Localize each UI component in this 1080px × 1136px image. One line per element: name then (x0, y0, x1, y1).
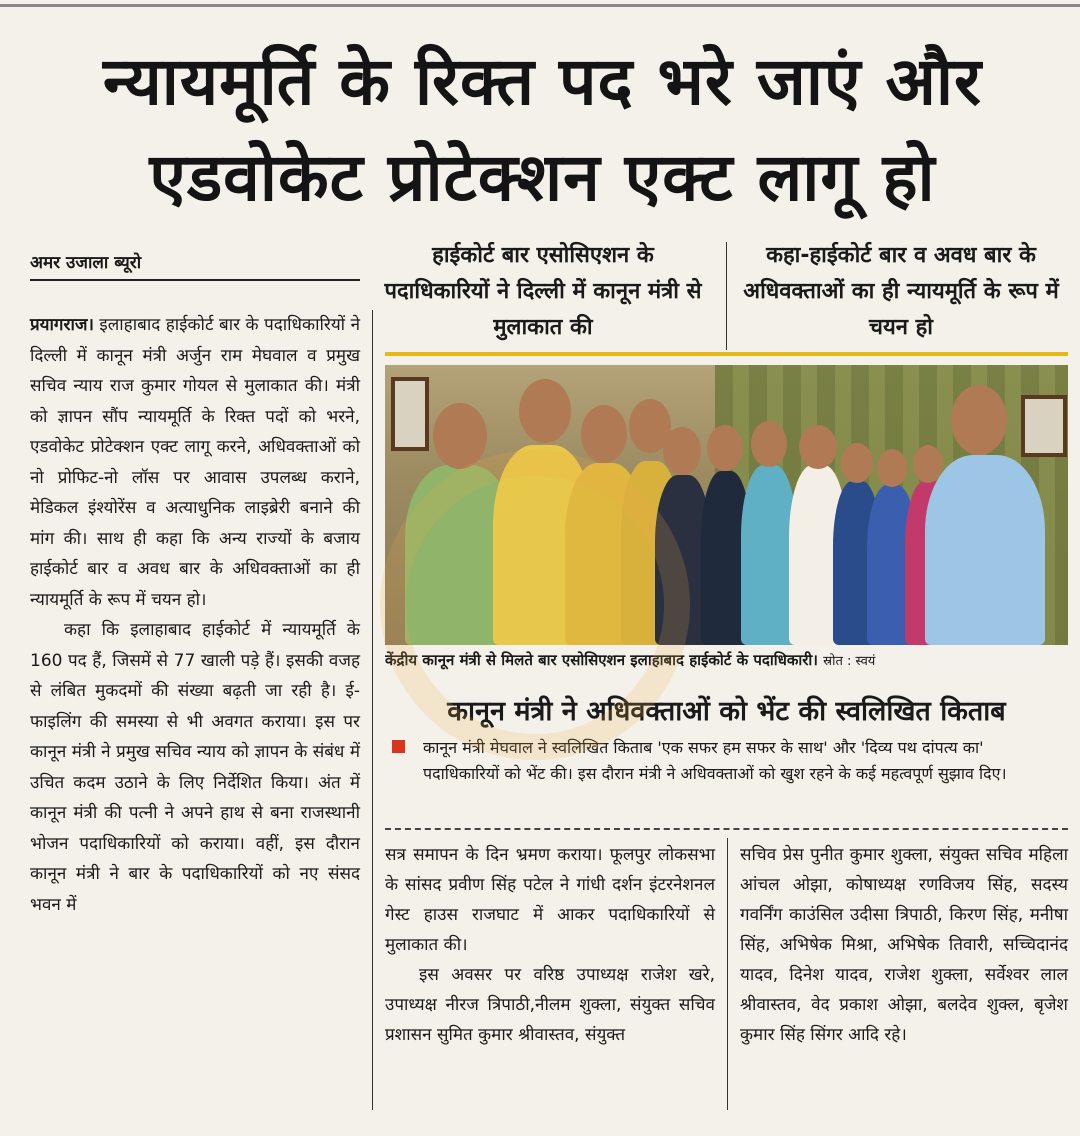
lead-paragraph-1-text: इलाहाबाद हाईकोर्ट बार के पदाधिकारियों ने दिल्ली में कानून मंत्री अर्जुन राम मेघवाल व प्रमुख सचिव न्याय राज कुमार गोयल से मुलाकात की। मंत्री को ज्ञापन सौंप न्यायमूर्ति के रिक्त पदों को भरने, एडवोकेट प्रोटेक्शन एक्ट लागू करने, अधिवक्ताओं को नो प्रोफिट-नो लॉस पर आवास उपलब्ध कराने, मेडिकल इंश्योरेंस व अत्याधुनिक लाइब्रेरी बनाने की मांग की। साथ ही कहा कि अन्य राज्यों के बजाय हाईकोर्ट बार व अवध बार के अधिवक्ताओं का ही न्यायमूर्ति के रूप में चयन हो। (30, 315, 360, 610)
cut-off-next-headline (60, 1118, 960, 1136)
headline-line-2: एडवोकेट प्रोटेक्शन एक्ट लागू हो (149, 139, 936, 216)
person-12-head (951, 385, 1007, 455)
column-2-paragraph-1: सत्र समापन के दिन भ्रमण कराया। फूलपुर लोकसभा के सांसद प्रवीण सिंह पटेल ने गांधी दर्शन इंटरनेशनल गेस्ट हाउस राजघाट में आकर पदाधिकारियों से मुलाकात की। (385, 845, 715, 955)
box-title: कानून मंत्री ने अधिवक्ताओं को भेंट की स्वलिखित किताब (447, 696, 1006, 727)
portrait-frame-right (1021, 395, 1067, 457)
person-3-head (581, 405, 627, 463)
person-10-head (877, 449, 907, 487)
deck-rule (385, 352, 1068, 356)
person-5-head (663, 427, 701, 475)
dashed-divider (385, 828, 1068, 830)
box-text: कानून मंत्री मेघवाल ने स्वलिखित किताब 'एक सफर हम सफर के साथ' और 'दिव्य पथ दांपत्य का' पदाधिकारियों को भेंट की। इस दौरान मंत्री ने अधिवक्ताओं को खुश रहने के कई महत्वपूर्ण सुझाव दिए। (423, 738, 1007, 783)
column-3-paragraph-1: सचिव प्रेस पुनीत कुमार शुक्ला, संयुक्त सचिव महिला आंचल ओझा, कोषाध्यक्ष रणविजय सिंह, सदस्य गवर्निंग काउंसिल उदीसा त्रिपाठी, किरण सिंह, मनीषा सिंह, अभिषेक मिश्रा, अभिषेक तिवारी, सच्चिदानंद यादव, दिनेश यादव, राजेश शुक्ला, सर्वेश्वर लाल श्रीवास्तव, वेद प्रकाश ओझा, बलदेव शुक्ल, बृजेश कुमार सिंह सिंगर आदि रहे। (740, 845, 1068, 1045)
person-6-head (707, 425, 743, 471)
person-2-head (519, 379, 571, 443)
person-8-head (799, 425, 837, 469)
headline (20, 34, 1065, 226)
lead-column (30, 310, 360, 920)
headline-line-1: न्यायमूर्ति के रिक्त पद भरे जाएं और (103, 43, 982, 120)
column-3 (740, 840, 1068, 1050)
column-divider-2 (727, 838, 728, 1110)
photo-caption (385, 648, 1068, 674)
byline: अमर उजाला ब्यूरो (30, 250, 360, 281)
deck-divider (726, 242, 727, 350)
lead-paragraph-1 (30, 310, 360, 615)
person-1-head (433, 403, 487, 469)
person-9-head (841, 443, 873, 483)
news-photo (385, 365, 1068, 645)
column-2 (385, 840, 715, 1050)
person-12 (925, 455, 1045, 645)
portrait-frame-left (391, 377, 429, 451)
person-7-head (751, 421, 787, 467)
column-divider-1 (372, 310, 373, 1110)
caption-source: स्रोत : स्वयं (823, 654, 876, 669)
column-2-paragraph-2: इस अवसर पर वरिष्ठ उपाध्यक्ष राजेश खरे, उपाध्यक्ष नीरज त्रिपाठी,नीलम शुक्ला, संयुक्त सचिव प्रशासन सुमित कुमार श्रीवास्तव, संयुक्त (385, 965, 715, 1045)
red-square-bullet-icon (392, 740, 405, 753)
deck-right: कहा-हाईकोर्ट बार व अवध बार के अधिवक्ताओं का ही न्यायमूर्ति के रूप में चयन हो (743, 243, 1059, 340)
top-rule (0, 4, 1080, 7)
caption-text: केंद्रीय कानून मंत्री से मिलते बार एसोसिएशन इलाहाबाद हाईकोर्ट के पदाधिकारी। (385, 651, 818, 669)
dateline: प्रयागराज। (30, 315, 94, 335)
deck-left: हाईकोर्ट बार एसोसिएशन के पदाधिकारियों ने दिल्ली में कानून मंत्री से मुलाकात की (384, 243, 702, 340)
lead-paragraph-2: कहा कि इलाहाबाद हाईकोर्ट में न्यायमूर्ति के 160 पद हैं, जिसमें से 77 खाली पड़े हैं। इसकी वजह से लंबित मुकदमों की संख्या बढ़ती जा रही है। ई-फाइलिंग की समस्या से भी अवगत कराया। इस पर कानून मंत्री ने प्रमुख सचिव न्याय को ज्ञापन के संबंध में उचित कदम उठाने के लिए निर्देशित किया। अंत में कानून मंत्री की पत्नी ने अपने हाथ से बना राजस्थानी भोजन पदाधिकारियों को कराया। वहीं, इस दौरान कानून मंत्री ने बार के पदाधिकारियों को नए संसद भवन में (30, 620, 360, 915)
